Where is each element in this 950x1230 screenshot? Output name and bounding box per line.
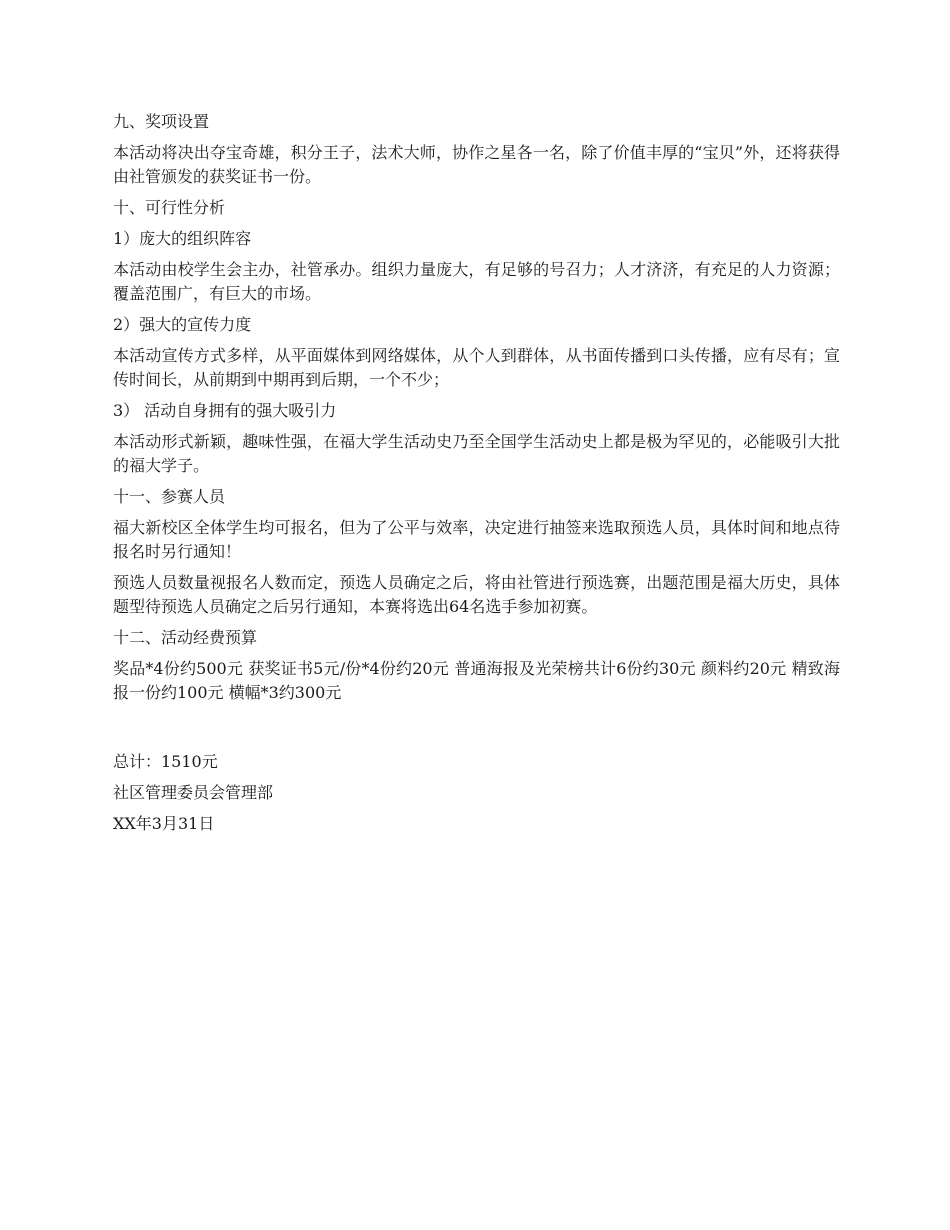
- feasibility-subheading-3: 3） 活动自身拥有的强大吸引力: [113, 401, 337, 420]
- participants-paragraph-2: 预选人员数量视报名人数而定，预选人员确定之后，将由社管进行预选赛，出题范围是福大历史，具体题型待预选人员确定之后另行通知，本赛将选出64名选手参加初赛。: [113, 573, 840, 616]
- blank-spacer: [113, 712, 840, 750]
- budget-total: 总计：1510元: [113, 752, 218, 771]
- participants-paragraph-1: 福大新校区全体学生均可报名，但为了公平与效率，决定进行抽签来选取预选人员，具体时间和地点待报名时另行通知！: [113, 518, 840, 561]
- section-heading-feasibility: 十、可行性分析: [113, 198, 226, 217]
- organization-name: 社区管理委员会管理部: [113, 783, 274, 802]
- section-heading-participants: 十一、参赛人员: [113, 487, 226, 506]
- feasibility-paragraph-1: 本活动由校学生会主办，社管承办。组织力量庞大，有足够的号召力；人才济济，有充足的人力资源；覆盖范围广，有巨大的市场。: [113, 260, 840, 303]
- document-date: XX年3月31日: [113, 814, 215, 833]
- awards-paragraph: 本活动将决出夺宝奇雄，积分王子，法术大师，协作之星各一名，除了价值丰厚的“宝贝”外，还将获得由社管颁发的获奖证书一份。: [113, 143, 840, 186]
- document-page: [113, 110, 840, 843]
- feasibility-subheading-2: 2）强大的宣传力度: [113, 315, 252, 334]
- feasibility-subheading-1: 1）庞大的组织阵容: [113, 229, 252, 248]
- feasibility-paragraph-3: 本活动形式新颖，趣味性强，在福大学生活动史乃至全国学生活动史上都是极为罕见的，必能吸引大批的福大学子。: [113, 432, 840, 475]
- section-heading-awards: 九、奖项设置: [113, 112, 210, 131]
- budget-paragraph: 奖品*4份约500元 获奖证书5元/份*4份约20元 普通海报及光荣榜共计6份约30元 颜料约20元 精致海报一份约100元 横幅*3约300元: [113, 659, 840, 702]
- section-heading-budget: 十二、活动经费预算: [113, 628, 258, 647]
- feasibility-paragraph-2: 本活动宣传方式多样，从平面媒体到网络媒体，从个人到群体，从书面传播到口头传播，应有尽有；宣传时间长，从前期到中期再到后期，一个不少；: [113, 346, 840, 389]
